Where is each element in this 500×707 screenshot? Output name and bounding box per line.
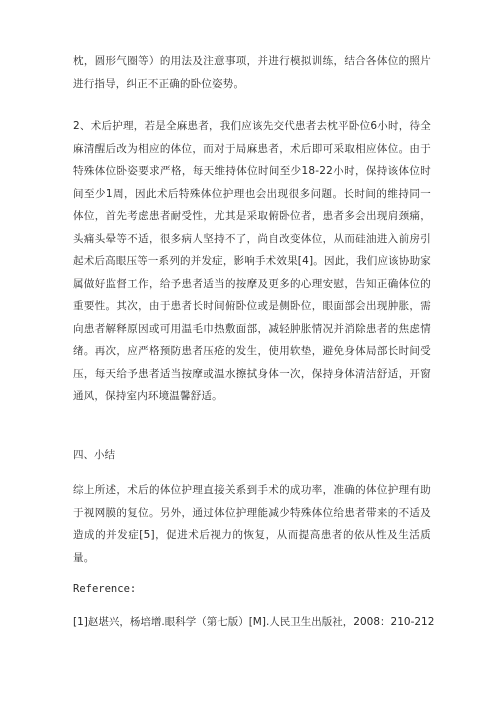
paragraph-summary: 综上所述，术后的体位护理直接关系到手术的成功率，准确的体位护理有助于视网膜的复位。另外，通过体位护理能减少特殊体位给患者带来的不适及造成的并发症[5]，促进术后视力的恢复，从而提高患者的依从性及生活质量。 bbox=[73, 484, 431, 564]
reference-item-1: [1]赵堪兴，杨培增.眼科学（第七版）[M].人民卫生出版社，2008：210-212 bbox=[73, 616, 435, 628]
references-label: Reference: bbox=[73, 583, 137, 595]
paragraph-postoperative-care: 2、术后护理，若是全麻患者，我们应该先交代患者去枕平卧位6小时，待全麻清醒后改为相应的体位，而对于局麻患者，术后即可采取相应体位。由于特殊体位卧姿要求严格，每天维持体位时间至少18-22小时，保持该体位时间至少1周，因此术后特殊体位护理也会出现很多问题。长时间的维持同一体位，首先考虑患者耐受性，尤其是采取俯卧位者，患者多会出现肩颈痛，头痛头晕等不适，很多病人坚持不了，尚自改变体位，从而硅油进入前房引起术后高眼压等一系列的并发症，影响手术效果[4]。因此，我们应该协助家属做好监督工作，给予患者适当的按摩及更多的心理安慰，告知正确体位的重要性。其次，由于患者长时间俯卧位或是侧卧位，眼面部会出现肿胀，需向患者解释原因或可用温毛巾热敷面部，减轻肿胀情况并消除患者的焦虑情绪。再次，应严格预防患者压疮的发生，使用软垫，避免身体局部长时间受压，每天给予患者适当按摩或温水擦拭身体一次，保持身体清洁舒适，开窗通风，保持室内环境温馨舒适。 bbox=[73, 120, 431, 402]
paragraph-patient-guidance-continued: 枕，圆形气圈等）的用法及注意事项，并进行模拟训练，结合各体位的照片进行指导，纠正不正确的卧位姿势。 bbox=[73, 55, 431, 90]
section-heading-summary: 四、小结 bbox=[73, 449, 115, 461]
